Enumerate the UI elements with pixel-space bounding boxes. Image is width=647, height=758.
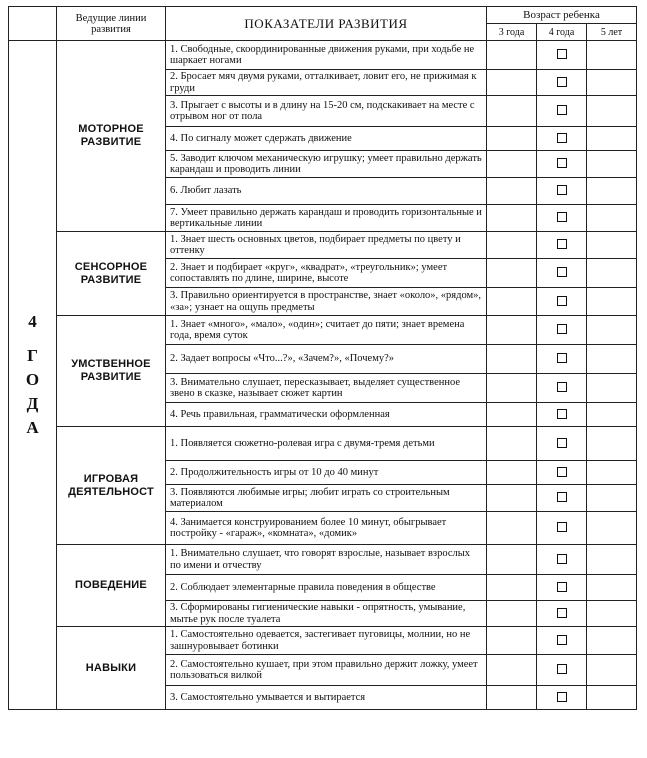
checkbox[interactable] bbox=[557, 522, 567, 532]
indicator-row bbox=[9, 427, 637, 461]
checkbox[interactable] bbox=[557, 635, 567, 645]
development-area-title: МОТОРНОЕ РАЗВИТИЕ bbox=[57, 41, 166, 232]
age-cell-3 bbox=[487, 70, 537, 96]
checkbox[interactable] bbox=[557, 239, 567, 249]
age-cell-4[interactable] bbox=[537, 345, 587, 374]
corner-cell bbox=[9, 7, 57, 41]
age-cell-5 bbox=[587, 545, 637, 575]
age-cell-4[interactable] bbox=[537, 575, 587, 601]
age-cell-3 bbox=[487, 232, 537, 259]
indicator-text: 1. Свободные, скоординированные движения руками, при ходьбе не шаркает ногами bbox=[166, 41, 487, 70]
checkbox[interactable] bbox=[557, 296, 567, 306]
age-cell-3 bbox=[487, 655, 537, 686]
age-cell-5 bbox=[587, 127, 637, 151]
age-cell-5 bbox=[587, 461, 637, 485]
age-cell-5 bbox=[587, 70, 637, 96]
checkbox[interactable] bbox=[557, 353, 567, 363]
age-cell-4[interactable] bbox=[537, 427, 587, 461]
age-cell-3 bbox=[487, 259, 537, 288]
indicator-text: 5. Заводит ключом механическую игрушку; умеет правильно держать карандаш и проводить линии bbox=[166, 151, 487, 178]
age-cell-4[interactable] bbox=[537, 686, 587, 710]
age-col-5: 5 лет bbox=[587, 24, 637, 41]
age-cell-3 bbox=[487, 178, 537, 205]
age-cell-5 bbox=[587, 345, 637, 374]
age-cell-3 bbox=[487, 512, 537, 545]
checkbox[interactable] bbox=[557, 409, 567, 419]
indicator-text: 2. Продолжительность игры от 10 до 40 минут bbox=[166, 461, 487, 485]
age-cell-3 bbox=[487, 627, 537, 655]
age-cell-5 bbox=[587, 485, 637, 512]
development-area-title: ИГРОВАЯ ДЕЯТЕЛЬНОСТ bbox=[57, 427, 166, 545]
age-cell-3 bbox=[487, 345, 537, 374]
indicator-text: 3. Прыгает с высоты и в длину на 15-20 см, подскакивает на месте с отрывом ног от пола bbox=[166, 96, 487, 127]
age-cell-5 bbox=[587, 151, 637, 178]
age-cell-4[interactable] bbox=[537, 485, 587, 512]
age-group-cell bbox=[9, 41, 57, 710]
checkbox[interactable] bbox=[557, 158, 567, 168]
age-cell-5 bbox=[587, 655, 637, 686]
age-cell-4[interactable] bbox=[537, 545, 587, 575]
indicator-text: 3. Внимательно слушает, пересказывает, выделяет существенное звено в сказке, называет сюжет картин bbox=[166, 374, 487, 403]
indicator-text: 1. Знает шесть основных цветов, подбирает предметы по цвету и оттенку bbox=[166, 232, 487, 259]
checkbox[interactable] bbox=[557, 77, 567, 87]
age-cell-5 bbox=[587, 575, 637, 601]
age-cell-4[interactable] bbox=[537, 288, 587, 316]
indicator-text: 2. Соблюдает элементарные правила поведения в обществе bbox=[166, 575, 487, 601]
development-table bbox=[8, 6, 637, 710]
age-cell-3 bbox=[487, 427, 537, 461]
checkbox[interactable] bbox=[557, 212, 567, 222]
indicator-text: 2. Самостоятельно кушает, при этом правильно держит ложку, умеет пользоваться вилкой bbox=[166, 655, 487, 686]
development-area-title: УМСТВЕННОЕ РАЗВИТИЕ bbox=[57, 316, 166, 427]
age-cell-5 bbox=[587, 374, 637, 403]
lines-header: Ведущие линии развития bbox=[57, 7, 166, 41]
age-cell-4[interactable] bbox=[537, 178, 587, 205]
age-cell-4[interactable] bbox=[537, 655, 587, 686]
indicator-row bbox=[9, 316, 637, 345]
age-cell-4[interactable] bbox=[537, 512, 587, 545]
age-cell-3 bbox=[487, 485, 537, 512]
age-cell-3 bbox=[487, 461, 537, 485]
age-cell-5 bbox=[587, 178, 637, 205]
checkbox[interactable] bbox=[557, 324, 567, 334]
age-cell-5 bbox=[587, 512, 637, 545]
indicator-row bbox=[9, 627, 637, 655]
checkbox[interactable] bbox=[557, 467, 567, 477]
checkbox[interactable] bbox=[557, 664, 567, 674]
age-cell-3 bbox=[487, 205, 537, 232]
indicator-text: 1. Появляется сюжетно-ролевая игра с двумя-тремя детьми bbox=[166, 427, 487, 461]
checkbox[interactable] bbox=[557, 582, 567, 592]
age-cell-4[interactable] bbox=[537, 461, 587, 485]
age-cell-3 bbox=[487, 686, 537, 710]
age-header: Возраст ребенка bbox=[487, 7, 637, 24]
checkbox[interactable] bbox=[557, 554, 567, 564]
age-cell-3 bbox=[487, 96, 537, 127]
age-cell-5 bbox=[587, 316, 637, 345]
indicator-text: 3. Правильно ориентируется в пространстве, знает «около», «рядом», «за»; узнает на ощупь предметы bbox=[166, 288, 487, 316]
age-cell-5 bbox=[587, 288, 637, 316]
age-word-letter: О bbox=[25, 370, 40, 389]
checkbox[interactable] bbox=[557, 492, 567, 502]
age-cell-3 bbox=[487, 316, 537, 345]
age-cell-4[interactable] bbox=[537, 374, 587, 403]
checkbox[interactable] bbox=[557, 382, 567, 392]
age-cell-4[interactable] bbox=[537, 627, 587, 655]
checkbox[interactable] bbox=[557, 267, 567, 277]
indicator-text: 3. Сформированы гигиенические навыки - опрятность, умывание, мытье рук после туалета bbox=[166, 601, 487, 627]
indicator-row bbox=[9, 545, 637, 575]
age-cell-5 bbox=[587, 601, 637, 627]
age-cell-4[interactable] bbox=[537, 205, 587, 232]
age-cell-4[interactable] bbox=[537, 601, 587, 627]
age-cell-4[interactable] bbox=[537, 96, 587, 127]
checkbox[interactable] bbox=[557, 185, 567, 195]
indicator-text: 3. Самостоятельно умывается и вытирается bbox=[166, 686, 487, 710]
indicator-row bbox=[9, 232, 637, 259]
age-cell-4[interactable] bbox=[537, 151, 587, 178]
age-cell-3 bbox=[487, 575, 537, 601]
age-cell-4[interactable] bbox=[537, 41, 587, 70]
checkbox[interactable] bbox=[557, 438, 567, 448]
age-cell-4[interactable] bbox=[537, 232, 587, 259]
indicator-text: 4. Речь правильная, грамматически оформленная bbox=[166, 403, 487, 427]
age-cell-3 bbox=[487, 41, 537, 70]
age-cell-3 bbox=[487, 545, 537, 575]
age-cell-5 bbox=[587, 232, 637, 259]
age-cell-5 bbox=[587, 627, 637, 655]
indicator-text: 6. Любит лазать bbox=[166, 178, 487, 205]
age-cell-4[interactable] bbox=[537, 127, 587, 151]
age-cell-4[interactable] bbox=[537, 403, 587, 427]
age-cell-4[interactable] bbox=[537, 70, 587, 96]
age-word-letter: А bbox=[26, 418, 39, 437]
checkbox[interactable] bbox=[557, 49, 567, 59]
age-word-letter: Г bbox=[27, 346, 38, 365]
age-col-3: 3 года bbox=[487, 24, 537, 41]
age-cell-5 bbox=[587, 403, 637, 427]
age-cell-4[interactable] bbox=[537, 316, 587, 345]
indicator-row bbox=[9, 41, 637, 70]
age-cell-5 bbox=[587, 96, 637, 127]
indicators-header: ПОКАЗАТЕЛИ РАЗВИТИЯ bbox=[166, 7, 487, 41]
age-cell-3 bbox=[487, 403, 537, 427]
indicator-text: 1. Самостоятельно одевается, застегивает пуговицы, молнии, но не зашнуровывает ботинки bbox=[166, 627, 487, 655]
indicator-text: 1. Внимательно слушает, что говорят взрослые, называет взрослых по имени и отчеству bbox=[166, 545, 487, 575]
age-cell-3 bbox=[487, 151, 537, 178]
age-cell-3 bbox=[487, 601, 537, 627]
indicator-text: 1. Знает «много», «мало», «один»; считает до пяти; знает времена года, время суток bbox=[166, 316, 487, 345]
indicator-text: 3. Появляются любимые игры; любит играть со строительным материалом bbox=[166, 485, 487, 512]
age-cell-5 bbox=[587, 259, 637, 288]
age-cell-5 bbox=[587, 686, 637, 710]
development-area-title: СЕНСОРНОЕ РАЗВИТИЕ bbox=[57, 232, 166, 316]
age-cell-5 bbox=[587, 41, 637, 70]
age-cell-3 bbox=[487, 374, 537, 403]
age-cell-5 bbox=[587, 427, 637, 461]
checkbox[interactable] bbox=[557, 133, 567, 143]
development-area-title: НАВЫКИ bbox=[57, 627, 166, 710]
age-cell-4[interactable] bbox=[537, 259, 587, 288]
age-cell-3 bbox=[487, 288, 537, 316]
age-cell-3 bbox=[487, 127, 537, 151]
age-number: 4 bbox=[28, 312, 37, 331]
age-cell-5 bbox=[587, 205, 637, 232]
age-col-4: 4 года bbox=[537, 24, 587, 41]
development-area-title: ПОВЕДЕНИЕ bbox=[57, 545, 166, 627]
checkbox[interactable] bbox=[557, 692, 567, 702]
indicator-text: 2. Бросает мяч двумя руками, отталкивает, ловит его, не прижимая к груди bbox=[166, 70, 487, 96]
indicator-text: 7. Умеет правильно держать карандаш и проводить горизонтальные и вертикальные линии bbox=[166, 205, 487, 232]
indicator-text: 2. Задает вопросы «Что...?», «Зачем?», «Почему?» bbox=[166, 345, 487, 374]
age-word-letter: Д bbox=[26, 394, 39, 413]
indicator-text: 2. Знает и подбирает «круг», «квадрат», «треугольник»; умеет сопоставлять по длине, ширине, высоте bbox=[166, 259, 487, 288]
checkbox[interactable] bbox=[557, 608, 567, 618]
indicator-text: 4. Занимается конструированием более 10 минут, обыгрывает постройку - «гараж», «комната», «домик» bbox=[166, 512, 487, 545]
checkbox[interactable] bbox=[557, 105, 567, 115]
indicator-text: 4. По сигналу может сдержать движение bbox=[166, 127, 487, 151]
